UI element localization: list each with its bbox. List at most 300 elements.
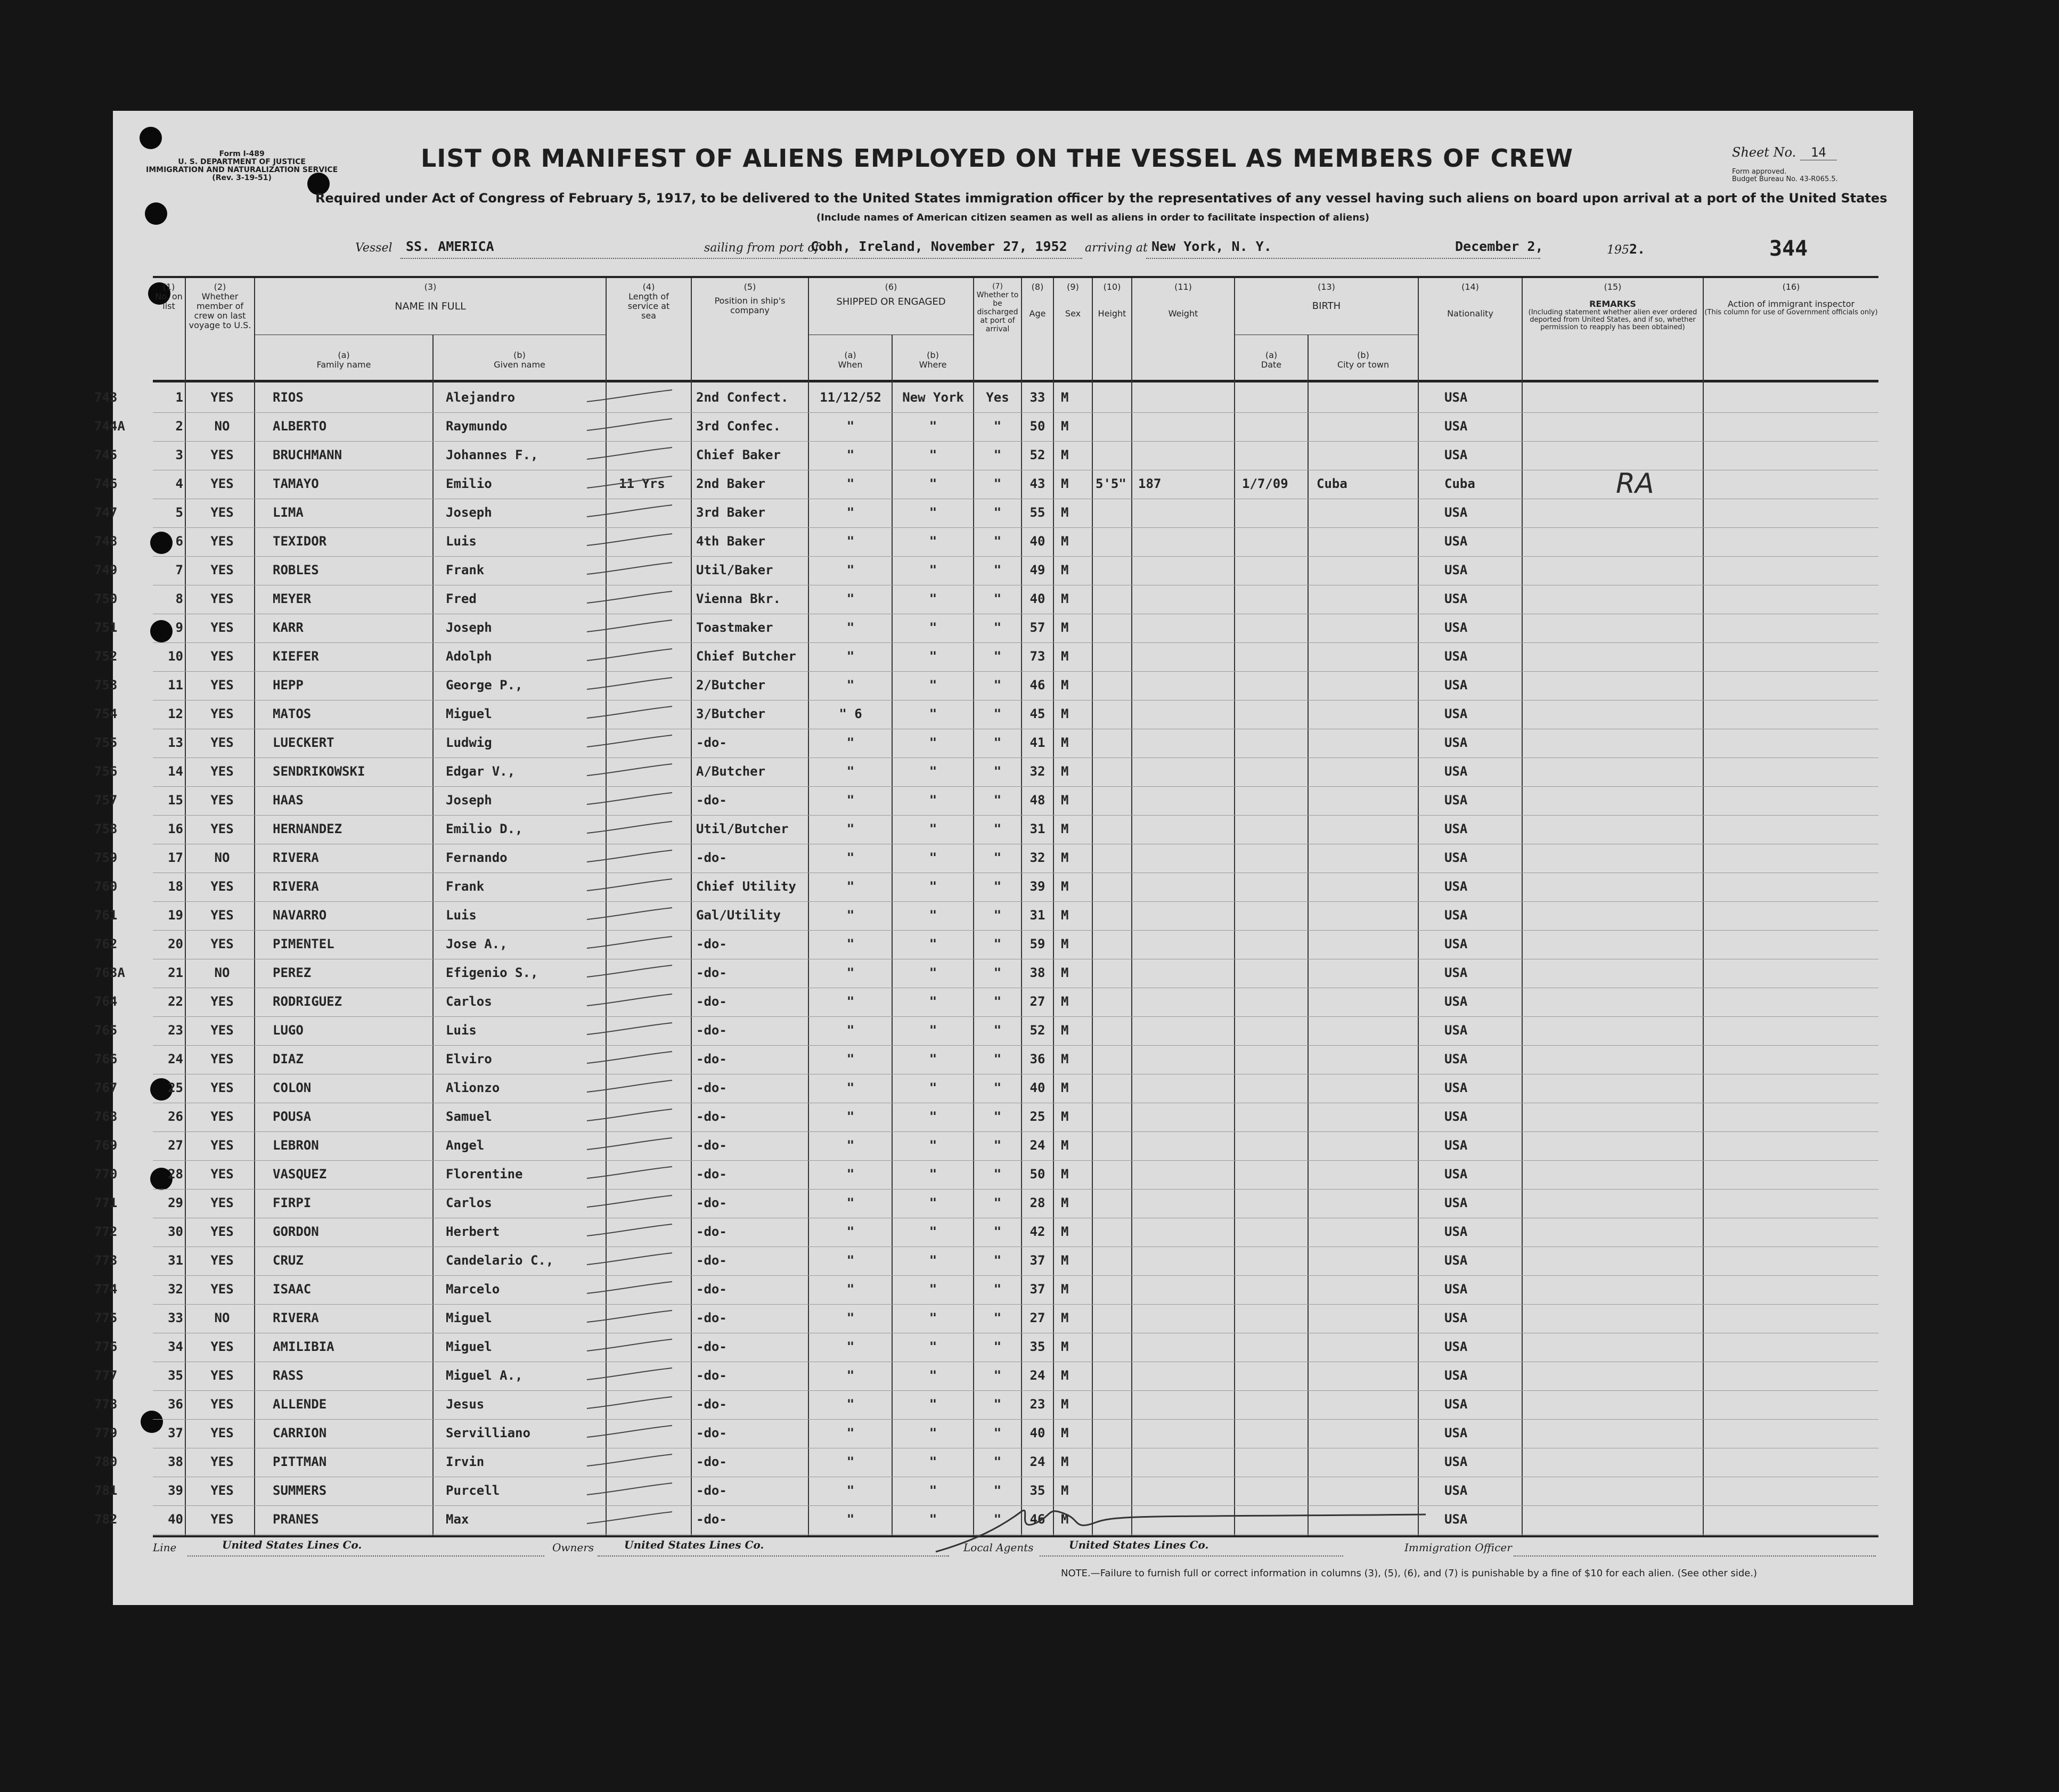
cell-family: LUECKERT (273, 735, 334, 750)
cell-position: 2nd Baker (696, 476, 766, 491)
table-row (94, 815, 1878, 844)
form-approval: Form approved. Budget Bureau No. 43-R065.5. (1732, 168, 1838, 183)
cell-position: -do- (696, 1080, 727, 1095)
cell-disch: " (993, 1483, 1002, 1498)
cell-disch: " (993, 908, 1002, 923)
cell-prev: NO (214, 419, 230, 434)
cell-position: Util/Butcher (696, 821, 789, 836)
cell-age: 24 (1030, 1454, 1045, 1469)
col-4-header: (4) Length of service at sea (627, 282, 670, 321)
cell-where: " (929, 936, 937, 951)
cell-sex: M (1061, 419, 1069, 434)
table-row (94, 1448, 1878, 1477)
cell-prev: YES (210, 1253, 234, 1268)
table-row (94, 1131, 1878, 1161)
table-row (94, 1362, 1878, 1391)
pen-stroke (584, 618, 675, 634)
cell-nat: USA (1444, 1224, 1468, 1239)
cell-sex: M (1061, 908, 1069, 923)
cell-where: " (929, 994, 937, 1009)
cell-nat: USA (1444, 390, 1468, 405)
cell-prev: YES (210, 793, 234, 808)
cell-position: Toastmaker (696, 620, 773, 635)
cell-age: 36 (1030, 1052, 1045, 1066)
cell-age: 49 (1030, 563, 1045, 577)
cell-no: 24 (168, 1052, 183, 1066)
pen-stroke (584, 762, 675, 778)
cell-sex: M (1061, 879, 1069, 894)
cell-age: 37 (1030, 1253, 1045, 1268)
cell-disch: " (993, 1080, 1002, 1095)
cell-sex: M (1061, 505, 1069, 520)
cell-no: 28 (168, 1167, 183, 1182)
cell-age: 40 (1030, 534, 1045, 549)
cell-nat: USA (1444, 1368, 1468, 1383)
cell-nat: USA (1444, 419, 1468, 434)
cell-disch: " (993, 649, 1002, 664)
cell-ref: 770 (94, 1167, 118, 1182)
cell-age: 52 (1030, 1023, 1045, 1038)
cell-sex: M (1061, 965, 1069, 980)
cell-position: Chief Butcher (696, 649, 796, 664)
cell-disch: Yes (986, 390, 1009, 405)
cell-where: " (929, 1483, 937, 1498)
table-top-rule (153, 276, 1878, 278)
cell-position: -do- (696, 1512, 727, 1527)
cell-when: " (846, 620, 855, 635)
cell-when: " (846, 1483, 855, 1498)
cell-family: ALBERTO (273, 419, 327, 434)
cell-no: 23 (168, 1023, 183, 1038)
cell-ref: 765 (94, 1023, 118, 1038)
cell-position: 4th Baker (696, 534, 766, 549)
cell-disch: " (993, 706, 1002, 721)
cell-position: -do- (696, 1397, 727, 1412)
cell-position: 2/Butcher (696, 678, 766, 693)
table-row (94, 614, 1878, 643)
cell-nat: USA (1444, 1512, 1468, 1527)
cell-sex: M (1061, 1368, 1069, 1383)
sailing-label: sailing from port of (704, 241, 819, 255)
cell-when: " (846, 1454, 855, 1469)
form-identification: Form I-489 U. S. DEPARTMENT OF JUSTICE IMMIGRATION AND NATURALIZATION SERVICE (Rev. 3-19-51) (146, 150, 338, 182)
cell-prev: NO (214, 1310, 230, 1325)
cell-given: Frank (446, 879, 485, 894)
cell-no: 33 (168, 1310, 183, 1325)
pen-stroke (584, 963, 675, 979)
cell-when: " (846, 908, 855, 923)
pen-stroke (584, 848, 675, 864)
cell-given: Angel (446, 1138, 485, 1153)
cell-ref: 769 (94, 1138, 118, 1153)
cell-family: LEBRON (273, 1138, 319, 1153)
cell-sex: M (1061, 706, 1069, 721)
table-row (94, 959, 1878, 988)
cell-age: 55 (1030, 505, 1045, 520)
cell-given: Joseph (446, 793, 492, 808)
cell-given: Adolph (446, 649, 492, 664)
table-row (94, 1390, 1878, 1420)
cell-position: -do- (696, 1339, 727, 1354)
cell-prev: YES (210, 505, 234, 520)
cell-age: 31 (1030, 908, 1045, 923)
cell-prev: YES (210, 1483, 234, 1498)
cell-age: 40 (1030, 1080, 1045, 1095)
cell-ref: 773 (94, 1253, 118, 1268)
cell-family: TEXIDOR (273, 534, 327, 549)
cell-disch: " (993, 534, 1002, 549)
cell-nat: USA (1444, 793, 1468, 808)
cell-position: -do- (696, 1195, 727, 1210)
punch-hole (145, 202, 167, 225)
cell-nat: USA (1444, 994, 1468, 1009)
arriving-port: New York, N. Y. (1151, 239, 1272, 254)
cell-given: Fernando (446, 850, 508, 865)
cell-nat: USA (1444, 534, 1468, 549)
cell-disch: " (993, 505, 1002, 520)
cell-family: KARR (273, 620, 304, 635)
cell-age: 35 (1030, 1483, 1045, 1498)
table-row (94, 527, 1878, 557)
owners-value: United States Lines Co. (624, 1538, 764, 1551)
cell-where: " (929, 1167, 937, 1182)
cell-disch: " (993, 821, 1002, 836)
cell-where: New York (902, 390, 964, 405)
cell-when: " (846, 649, 855, 664)
manifest-sheet (94, 111, 1913, 1605)
vessel-label: Vessel (355, 241, 393, 255)
cell-when: " (846, 965, 855, 980)
cell-weight: 187 (1138, 476, 1162, 491)
cell-disch: " (993, 447, 1002, 462)
cell-when: " (846, 678, 855, 693)
pen-stroke (584, 1481, 675, 1497)
cell-ref: 766 (94, 1052, 118, 1066)
cell-nat: USA (1444, 1052, 1468, 1066)
cell-prev: YES (210, 1023, 234, 1038)
col-7-header: (7) Whether to be discharged at port of arrival (976, 282, 1019, 333)
pen-stroke (584, 1280, 675, 1296)
cell-nat: USA (1444, 1253, 1468, 1268)
cell-age: 27 (1030, 1310, 1045, 1325)
pen-stroke (584, 733, 675, 749)
cell-ref: 762 (94, 936, 118, 951)
table-row (94, 499, 1878, 528)
cell-sex: M (1061, 390, 1069, 405)
table-row (94, 757, 1878, 787)
pen-stroke (584, 1021, 675, 1037)
cell-no: 11 (168, 678, 183, 693)
cell-given: Joseph (446, 505, 492, 520)
cell-age: 52 (1030, 447, 1045, 462)
cell-prev: YES (210, 534, 234, 549)
cell-prev: YES (210, 735, 234, 750)
cell-disch: " (993, 1253, 1002, 1268)
cell-family: RASS (273, 1368, 304, 1383)
table-row (94, 1016, 1878, 1046)
cell-given: Purcell (446, 1483, 500, 1498)
cell-given: Luis (446, 1023, 477, 1038)
pen-stroke (584, 474, 675, 490)
cell-where: " (929, 505, 937, 520)
cell-ref: 759 (94, 850, 118, 865)
cell-ref: 751 (94, 620, 118, 635)
cell-no: 31 (168, 1253, 183, 1268)
pen-stroke (584, 675, 675, 691)
cell-where: " (929, 678, 937, 693)
cell-disch: " (993, 1195, 1002, 1210)
cell-given: Carlos (446, 994, 492, 1009)
cell-ref: 776 (94, 1339, 118, 1354)
cell-when: " (846, 994, 855, 1009)
cell-family: RIVERA (273, 850, 319, 865)
cell-where: " (929, 1282, 937, 1297)
cell-family: VASQUEZ (273, 1167, 327, 1182)
cell-when: " (846, 1339, 855, 1354)
cell-where: " (929, 1138, 937, 1153)
table-row (94, 901, 1878, 931)
cell-given: Efigenio S., (446, 965, 538, 980)
cell-where: " (929, 419, 937, 434)
pen-stroke (584, 819, 675, 835)
arrival-year: 1952. (1607, 241, 1646, 257)
cell-age: 38 (1030, 965, 1045, 980)
cell-family: HEPP (273, 678, 304, 693)
cell-nat: USA (1444, 1167, 1468, 1182)
cell-where: " (929, 1023, 937, 1038)
cell-sex: M (1061, 620, 1069, 635)
cell-family: NAVARRO (273, 908, 327, 923)
page-number: 344 (1769, 237, 1808, 261)
cell-age: 31 (1030, 821, 1045, 836)
col-1-header: (1) No. on list (155, 282, 183, 311)
cell-age: 35 (1030, 1339, 1045, 1354)
cell-ref: 747 (94, 505, 118, 520)
cell-where: " (929, 965, 937, 980)
cell-disch: " (993, 1339, 1002, 1354)
cell-where: " (929, 821, 937, 836)
cell-family: PITTMAN (273, 1454, 327, 1469)
col-8-header: (8) Age (1029, 282, 1046, 319)
cell-nat: USA (1444, 1138, 1468, 1153)
cell-when: " (846, 1426, 855, 1440)
cell-prev: YES (210, 1397, 234, 1412)
cell-where: " (929, 534, 937, 549)
table-row (94, 1074, 1878, 1103)
cell-given: Florentine (446, 1167, 523, 1182)
cell-ref: 779 (94, 1426, 118, 1440)
cell-disch: " (993, 735, 1002, 750)
cell-position: -do- (696, 1483, 727, 1498)
cell-where: " (929, 706, 937, 721)
cell-nat: USA (1444, 706, 1468, 721)
cell-when: " (846, 764, 855, 779)
cell-given: Frank (446, 563, 485, 577)
pen-stroke (584, 1251, 675, 1267)
cell-given: Alionzo (446, 1080, 500, 1095)
cell-age: 37 (1030, 1282, 1045, 1297)
cell-when: " (846, 1397, 855, 1412)
cell-prev: YES (210, 764, 234, 779)
pen-stroke (584, 388, 675, 404)
cell-prev: YES (210, 1080, 234, 1095)
cell-nat: USA (1444, 1397, 1468, 1412)
line-label: Line (153, 1541, 177, 1554)
cell-nat: USA (1444, 1080, 1468, 1095)
cell-no: 4 (175, 476, 183, 491)
cell-where: " (929, 1368, 937, 1383)
cell-prev: YES (210, 936, 234, 951)
cell-given: Samuel (446, 1109, 492, 1124)
arriving-label: arriving at (1085, 241, 1148, 255)
col-2-header: (2) Whether member of crew on last voyage to U.S. (189, 282, 251, 330)
cell-no: 15 (168, 793, 183, 808)
table-row (94, 556, 1878, 585)
form-subtitle-note: (Include names of American citizen seamen as well as aliens in order to facilitate inspection of aliens) (816, 212, 1370, 223)
cell-disch: " (993, 1397, 1002, 1412)
cell-position: -do- (696, 1023, 727, 1038)
cell-family: MATOS (273, 706, 312, 721)
cell-prev: YES (210, 1224, 234, 1239)
table-row (94, 873, 1878, 902)
cell-no: 5 (175, 505, 183, 520)
cell-nat: USA (1444, 1483, 1468, 1498)
cell-sex: M (1061, 936, 1069, 951)
cell-family: RIVERA (273, 879, 319, 894)
cell-sex: M (1061, 793, 1069, 808)
pen-stroke (584, 589, 675, 605)
cell-no: 2 (175, 419, 183, 434)
col-5-header: (5) Position in ship's company (714, 282, 786, 315)
cell-no: 9 (175, 620, 183, 635)
cell-given: Jesus (446, 1397, 485, 1412)
cell-when: " (846, 1253, 855, 1268)
cell-family: RODRIGUEZ (273, 994, 342, 1009)
cell-sex: M (1061, 591, 1069, 606)
cell-disch: " (993, 1310, 1002, 1325)
pen-stroke (584, 647, 675, 663)
cell-family: RIVERA (273, 1310, 319, 1325)
cell-prev: YES (210, 1109, 234, 1124)
cell-disch: " (993, 1224, 1002, 1239)
cell-ref: 744A (94, 419, 125, 434)
cell-prev: YES (210, 1339, 234, 1354)
cell-sex: M (1061, 1052, 1069, 1066)
col-6a-header: (a) When (838, 350, 863, 370)
cell-where: " (929, 1397, 937, 1412)
table-row (94, 729, 1878, 758)
cell-no: 6 (175, 534, 183, 549)
cell-ref: 750 (94, 591, 118, 606)
cell-position: Chief Utility (696, 879, 796, 894)
table-row (94, 384, 1878, 413)
cell-ref: 743 (94, 390, 118, 405)
cell-sex: M (1061, 1195, 1069, 1210)
pen-stroke (584, 1423, 675, 1439)
pen-stroke (584, 992, 675, 1008)
cell-given: Miguel (446, 706, 492, 721)
cell-position: -do- (696, 1138, 727, 1153)
cell-given: Jose A., (446, 936, 508, 951)
cell-prev: YES (210, 879, 234, 894)
table-row (94, 1333, 1878, 1362)
cell-no: 1 (175, 390, 183, 405)
cell-ref: 745 (94, 447, 118, 462)
cell-age: 46 (1030, 678, 1045, 693)
pen-stroke (584, 1164, 675, 1180)
cell-sex: M (1061, 1483, 1069, 1498)
pen-stroke (584, 503, 675, 519)
cell-disch: " (993, 764, 1002, 779)
cell-given: Ludwig (446, 735, 492, 750)
cell-disch: " (993, 563, 1002, 577)
cell-no: 40 (168, 1512, 183, 1527)
vessel-name: SS. AMERICA (406, 239, 494, 254)
cell-nat: USA (1444, 1282, 1468, 1297)
cell-prev: YES (210, 447, 234, 462)
cell-ref: 752 (94, 649, 118, 664)
cell-age: 48 (1030, 793, 1045, 808)
cell-given: Irvin (446, 1454, 485, 1469)
cell-given: Emilio (446, 476, 492, 491)
cell-nat: USA (1444, 649, 1468, 664)
cell-when: " (846, 1224, 855, 1239)
cell-where: " (929, 908, 937, 923)
cell-nat: USA (1444, 764, 1468, 779)
cell-disch: " (993, 1454, 1002, 1469)
cell-sex: M (1061, 1138, 1069, 1153)
cell-ref: 774 (94, 1282, 118, 1297)
cell-ref: 777 (94, 1368, 118, 1383)
cell-sex: M (1061, 850, 1069, 865)
cell-prev: YES (210, 649, 234, 664)
cell-sex: M (1061, 1512, 1069, 1527)
cell-family: SENDRIKOWSKI (273, 764, 365, 779)
cell-family: MEYER (273, 591, 312, 606)
arrival-date: December 2, (1455, 239, 1543, 254)
cell-where: " (929, 563, 937, 577)
cell-where: " (929, 1310, 937, 1325)
pen-stroke (584, 1078, 675, 1094)
cell-where: " (929, 850, 937, 865)
cell-position: -do- (696, 1454, 727, 1469)
cell-prev: YES (210, 1052, 234, 1066)
cell-nat: USA (1444, 1454, 1468, 1469)
cell-position: -do- (696, 994, 727, 1009)
pen-stroke (584, 1452, 675, 1468)
officer-label: Immigration Officer (1404, 1541, 1512, 1554)
cell-disch: " (993, 965, 1002, 980)
cell-disch: " (993, 1023, 1002, 1038)
cell-age: 40 (1030, 591, 1045, 606)
cell-nat: USA (1444, 505, 1468, 520)
cell-prev: YES (210, 1512, 234, 1527)
cell-family: HAAS (273, 793, 304, 808)
table-row (94, 1103, 1878, 1132)
cell-ref: 757 (94, 793, 118, 808)
cell-age: 24 (1030, 1368, 1045, 1383)
col-16-header: (16) Action of immigrant inspector (This column for use of Government officials only) (1704, 282, 1878, 316)
cell-position: -do- (696, 1253, 727, 1268)
cell-sex: M (1061, 1224, 1069, 1239)
cell-bdate: 1/7/09 (1242, 476, 1288, 491)
cell-no: 18 (168, 879, 183, 894)
cell-family: CRUZ (273, 1253, 304, 1268)
pen-stroke (584, 791, 675, 807)
cell-sex: M (1061, 447, 1069, 462)
cell-age: 73 (1030, 649, 1045, 664)
col-13-header: (13) BIRTH (1312, 282, 1341, 312)
